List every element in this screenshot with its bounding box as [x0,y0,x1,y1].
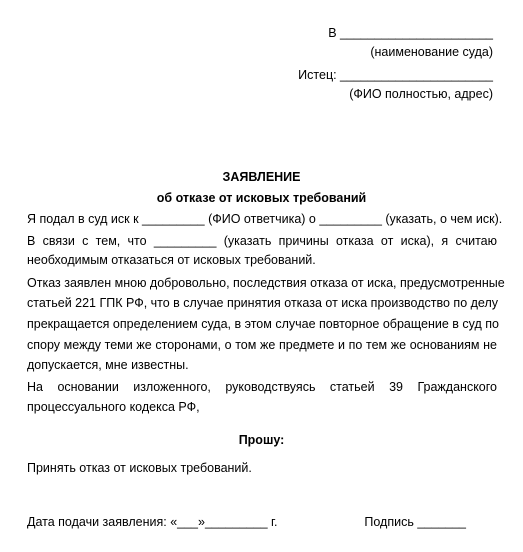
signature: Подпись _______ [364,515,466,529]
paragraph-consequences-line-3: прекращается определением суда, в этом случае повторное обращение в суд по [27,317,499,331]
request-text: Принять отказ от исковых требований. [27,461,252,475]
paragraph-basis-line-1: На основании изложенного, руководствуясь статьей 39 Гражданского [27,380,497,394]
paragraph-consequences-line-2: статьей 221 ГПК РФ, что в случае принятия отказа от иска производство по делу [27,296,498,310]
plaintiff-line: Истец: ______________________ [298,68,493,82]
filing-date: Дата подачи заявления: «___»_________ г. [27,515,278,529]
paragraph-claim: Я подал в суд иск к _________ (ФИО ответчика) о _________ (указать, о чем иск). [27,212,503,226]
paragraph-consequences-line-4: спору между теми же сторонами, о том же предмете и по тем же основаниям не [27,338,497,352]
document-subtitle: об отказе от исковых требований [156,191,367,205]
document-title: ЗАЯВЛЕНИЕ [222,170,301,184]
paragraph-consequences-line-1: Отказ заявлен мною добровольно, последствия отказа от иска, предусмотренные [27,276,505,290]
paragraph-reason-line-2: необходимым отказаться от исковых требований. [27,253,316,267]
paragraph-reason-line-1: В связи с тем, что _________ (указать причины отказа от иска), я считаю [27,234,497,248]
paragraph-basis-line-2: процессуального кодекса РФ, [27,400,200,414]
plaintiff-hint: (ФИО полностью, адрес) [349,87,493,101]
court-hint: (наименование суда) [370,45,493,59]
paragraph-consequences-line-5: допускается, мне известны. [27,358,189,372]
court-line: В ______________________ [328,26,493,40]
request-heading: Прошу: [238,433,285,447]
